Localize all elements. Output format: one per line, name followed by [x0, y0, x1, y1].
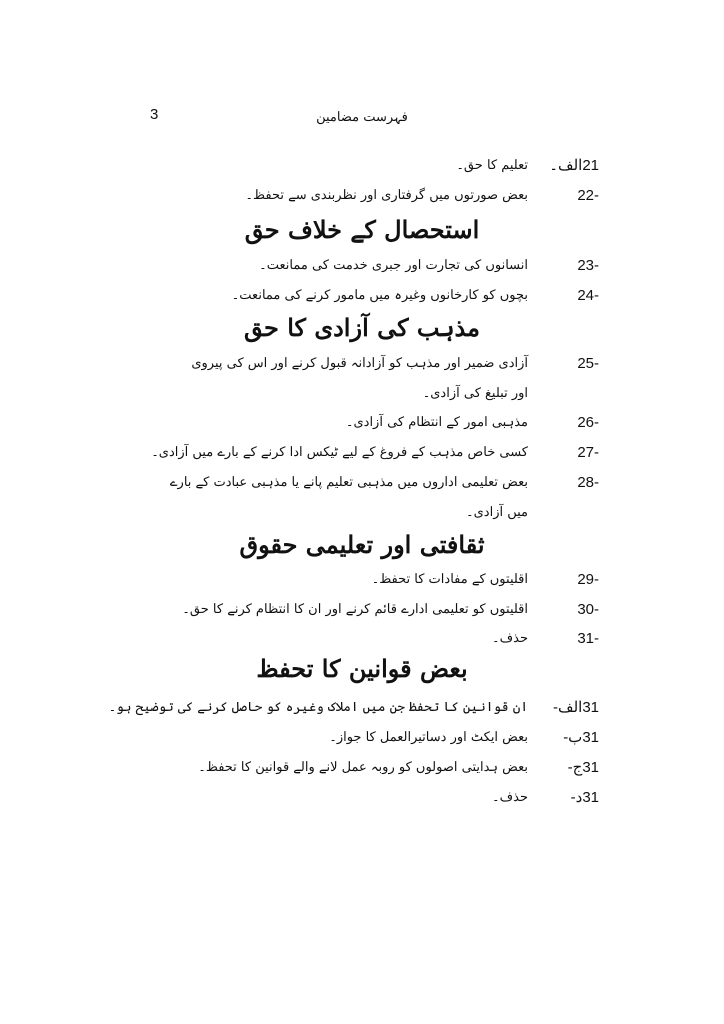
- toc-entry: [0, 254, 724, 278]
- entry-number: 31الف-: [553, 699, 599, 716]
- toc-entry: [0, 627, 724, 651]
- entry-text: حذف۔: [492, 631, 528, 646]
- entry-text: بچوں کو کارخانوں وغیرہ میں مامور کرنے کی ممانعت۔: [231, 288, 528, 303]
- toc-entry: [0, 696, 724, 720]
- toc-entry-continuation: [0, 382, 724, 406]
- entry-text: بعض تعلیمی اداروں میں مذہبی تعلیم پانے یا مذہبی عبادت کے بارے: [169, 475, 528, 490]
- entry-number: 31د-: [570, 789, 599, 806]
- entry-text: بعض ایکٹ اور دساتیرالعمل کا جواز۔: [329, 730, 528, 745]
- entry-text: مذہبی امور کے انتظام کی آزادی۔: [345, 415, 528, 430]
- entry-number: 29-: [577, 571, 599, 588]
- entry-number: 22-: [577, 187, 599, 204]
- entry-text: آزادی ضمیر اور مذہب کو آزادانہ قبول کرنے اور اس کی پیروی: [191, 356, 528, 371]
- page-title: فہرست مضامین: [316, 110, 408, 125]
- entry-number: 31ب-: [563, 729, 599, 746]
- section-heading: بعض قوانین کا تحفظ: [256, 654, 468, 683]
- entry-text: اقلیتوں کو تعلیمی ادارے قائم کرنے اور ان کا انتظام کرنے کا حق۔: [182, 602, 528, 617]
- toc-entry: [0, 756, 724, 780]
- toc-entry: [0, 441, 724, 465]
- section-heading: ثقافتی اور تعلیمی حقوق: [239, 530, 485, 559]
- toc-entry: [0, 411, 724, 435]
- toc-entry: [0, 352, 724, 376]
- entry-number: 23-: [577, 257, 599, 274]
- entry-number: 24-: [577, 287, 599, 304]
- entry-text: بعض صورتوں میں گرفتاری اور نظربندی سے تحفظ۔: [245, 188, 528, 203]
- entry-number: 31ج-: [567, 759, 599, 776]
- entry-number: 26-: [577, 414, 599, 431]
- entry-number: 30-: [577, 601, 599, 618]
- entry-text: کسی خاص مذہب کے فروغ کے لیے ٹیکس ادا کرنے کے بارے میں آزادی۔: [151, 445, 528, 460]
- toc-entry: [0, 786, 724, 810]
- entry-number: 28-: [577, 474, 599, 491]
- entry-text: ان قوانین کا تحفظ جن میں املاک وغیرہ کو حاصل کرنے کی توضیح ہو۔: [108, 700, 528, 715]
- entry-number: 27-: [577, 444, 599, 461]
- entry-text: بعض ہدایتی اصولوں کو روبہ عمل لانے والے قوانین کا تحفظ۔: [198, 760, 528, 775]
- entry-number: 21الف۔: [549, 157, 599, 174]
- entry-text: انسانوں کی تجارت اور جبری خدمت کی ممانعت۔: [259, 258, 528, 273]
- toc-entry: [0, 284, 724, 308]
- toc-entry: [0, 184, 724, 208]
- toc-entry-continuation: [0, 501, 724, 525]
- toc-entry: [0, 568, 724, 592]
- section-heading: مذہب کی آزادی کا حق: [244, 313, 480, 342]
- entry-number: 31-: [577, 630, 599, 647]
- entry-text-continuation: اور تبلیغ کی آزادی۔: [422, 386, 528, 401]
- section-heading: استحصال کے خلاف حق: [244, 215, 480, 244]
- entry-text: اقلیتوں کے مفادات کا تحفظ۔: [371, 572, 528, 587]
- entry-text: تعلیم کا حق۔: [456, 158, 528, 173]
- page-number: 3: [150, 106, 159, 123]
- entry-text: حذف۔: [492, 790, 528, 805]
- toc-entry: [0, 154, 724, 178]
- toc-entry: [0, 471, 724, 495]
- toc-entry: [0, 726, 724, 750]
- toc-entry: [0, 598, 724, 622]
- entry-text-continuation: میں آزادی۔: [466, 505, 528, 520]
- entry-number: 25-: [577, 355, 599, 372]
